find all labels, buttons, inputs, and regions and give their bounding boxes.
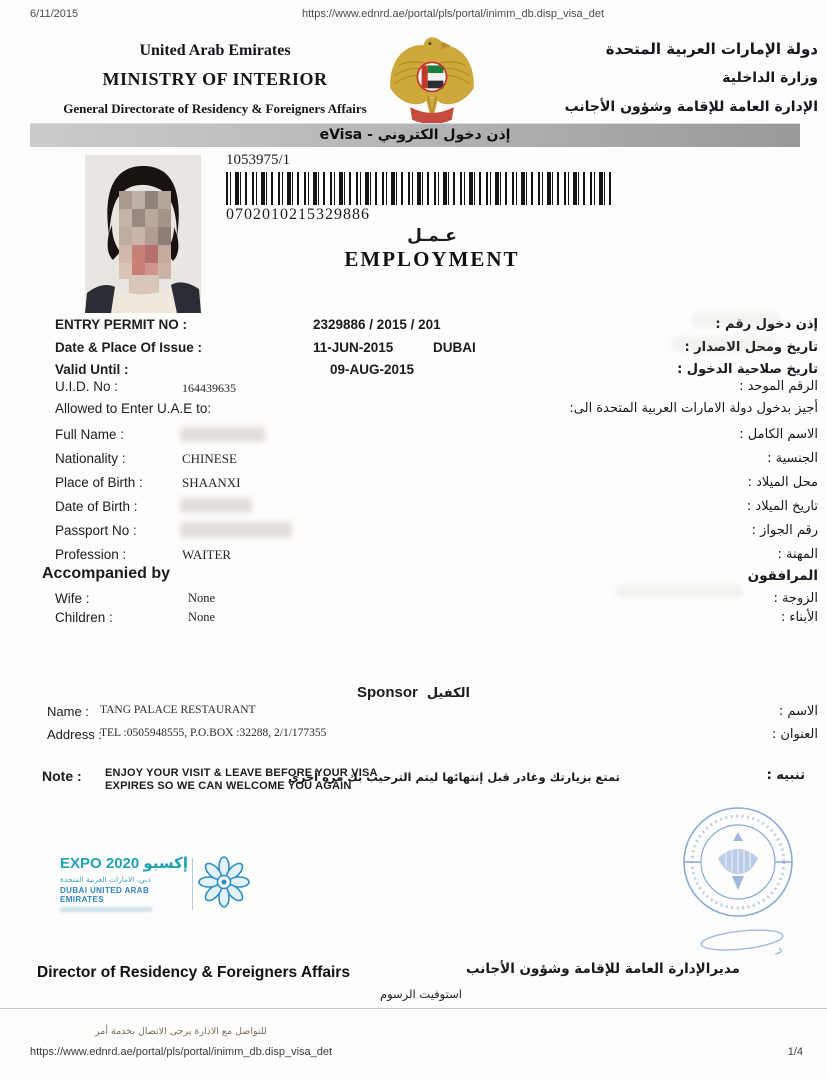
sponsor-label-en: Name : — [47, 704, 89, 719]
note-text-ar: تمتع بزيارتك وغادر قبل إنتهائها ليتم الترحيب بك مرة أخرى — [288, 770, 620, 784]
sponsor-row-name — [0, 704, 827, 723]
note-text-en-line1: ENJOY YOUR VISIT & LEAVE BEFORE YOUR VISA — [105, 767, 378, 779]
header-ministry-ar: وزارة الداخلية — [722, 70, 818, 86]
field-value-place: DUBAI — [433, 340, 476, 355]
field-label-en: Children : — [55, 610, 113, 625]
barcode-number: 0702010215329886 — [226, 206, 370, 223]
expo-line1-ar: إكسبو — [143, 854, 189, 872]
field-label-ar: رقم الجواز : — [751, 523, 818, 538]
field-value: 164439635 — [182, 381, 236, 395]
field-label-en: Date & Place Of Issue : — [55, 340, 203, 355]
sponsor-title-ar: الكفيل — [426, 686, 470, 701]
redacted-date-of-birth — [180, 498, 252, 513]
field-row-uid — [0, 379, 827, 398]
evisa-title-bar: إذن دخول الكتروني - eVisa — [30, 123, 800, 147]
redacted-passport-no — [180, 522, 292, 538]
field-value: 09-AUG-2015 — [330, 362, 415, 377]
director-title-ar: مديرالإدارة العامة للإقامة وشؤون الأجانب — [466, 961, 740, 977]
field-value: SHAANXI — [182, 475, 241, 490]
field-label-ar: تاريخ الميلاد : — [746, 499, 818, 514]
field-label-ar: أجيز بدخول دولة الامارات العربية المتحدة الى: — [569, 401, 818, 416]
header-ministry-en: MINISTRY OF INTERIOR — [102, 69, 328, 89]
field-label-en: Date of Birth : — [55, 499, 138, 514]
expo-rosette-icon — [198, 856, 250, 908]
expo-fine-print-blur — [60, 907, 152, 912]
accompanied-title-ar: المرافقون — [747, 568, 818, 584]
sponsor-title-en: Sponsor — [356, 684, 418, 701]
field-row-children — [0, 610, 827, 629]
note-label-ar: تنبيه : — [766, 768, 805, 783]
field-label-en: Place of Birth : — [55, 475, 143, 490]
field-label-en: U.I.D. No : — [55, 379, 119, 394]
sponsor-label-ar: الاسم : — [778, 704, 818, 719]
visa-type-english: EMPLOYMENT — [344, 247, 520, 271]
field-row-full-name — [0, 427, 827, 446]
print-url: https://www.ednrd.ae/portal/pls/portal/inimm_db.disp_visa_det — [302, 8, 605, 20]
field-label-ar: تاريخ ومحل الاصدار : — [684, 340, 818, 355]
field-label-ar: الاسم الكامل : — [739, 427, 818, 442]
field-value: None — [188, 591, 216, 605]
field-label-ar: إذن دخول رقم : — [715, 317, 818, 332]
field-value: 11-JUN-2015 — [313, 340, 394, 355]
contact-note-ar: للتواصل مع الادارة يرجى الاتصال بخدمة أمر — [95, 1026, 267, 1037]
field-label-ar: تاريخ صلاحية الدخول : — [677, 362, 818, 377]
footer-url: https://www.ednrd.ae/portal/pls/portal/inimm_db.disp_visa_det — [30, 1046, 333, 1058]
header-directorate-en: General Directorate of Residency & Foreigners Affairs — [63, 101, 367, 116]
fees-received-ar: استوفيت الرسوم — [380, 987, 462, 1001]
expo-line2-ar: دبي، الامارات العربية المتحدة — [60, 875, 151, 884]
scan-artifact — [692, 313, 780, 327]
uae-falcon-emblem-icon — [382, 34, 482, 126]
field-label-en: Allowed to Enter U.A.E to: — [55, 401, 212, 416]
file-number: 1053975/1 — [226, 152, 291, 168]
field-value: CHINESE — [182, 451, 237, 466]
field-row-profession — [0, 547, 827, 566]
field-row-passport — [0, 523, 827, 542]
field-label-en: Valid Until : — [55, 362, 129, 377]
photo-face-pixelated — [119, 191, 171, 279]
header-directorate-ar: الإدارة العامة للإقامة وشؤون الأجانب — [564, 99, 818, 115]
accompanied-title-en: Accompanied by — [42, 565, 171, 582]
field-label-ar: المهنة : — [777, 547, 818, 562]
director-title-en: Director of Residency & Foreigners Affairs — [37, 964, 350, 981]
expo-line1 — [60, 854, 188, 872]
field-row-place-of-birth — [0, 475, 827, 494]
redacted-full-name — [180, 427, 265, 442]
expo-logo-divider — [192, 858, 193, 910]
field-label-en: Profession : — [55, 547, 127, 562]
header-country-en: United Arab Emirates — [139, 42, 291, 59]
field-label-en: Full Name : — [55, 427, 125, 442]
field-row-wife — [0, 591, 827, 610]
field-label-en: ENTRY PERMIT NO : — [55, 317, 188, 332]
page-number: 1/4 — [787, 1046, 803, 1058]
official-stamp-icon — [678, 802, 798, 922]
barcode — [226, 172, 612, 205]
expo-line3-en: DUBAI UNITED ARAB EMIRATES — [60, 886, 150, 904]
expo-line1-en: EXPO 2020 — [60, 855, 140, 872]
field-value: WAITER — [182, 547, 232, 562]
sponsor-label-ar: العنوان : — [771, 727, 818, 742]
field-label-en: Passport No : — [55, 523, 137, 538]
field-label-en: Nationality : — [55, 451, 126, 466]
field-row-allowed — [0, 401, 827, 420]
field-value: 2329886 / 2015 / 201 — [313, 317, 441, 332]
sponsor-value: TEL :0505948555, P.O.BOX :32288, 2/1/177355 — [100, 727, 327, 739]
field-label-ar: الرقم الموحد : — [739, 379, 818, 394]
field-row-nationality — [0, 451, 827, 470]
sponsor-row-address — [0, 727, 827, 746]
note-text-en-line2: EXPIRES SO WE CAN WELCOME YOU AGAIN — [105, 780, 352, 792]
field-label-ar: الجنسية : — [767, 451, 818, 466]
field-label-ar: الزوجة : — [773, 591, 818, 606]
footer-divider — [0, 1008, 827, 1009]
print-date: 6/11/2015 — [30, 8, 79, 20]
note-label-en: Note : — [42, 768, 82, 784]
field-label-en: Wife : — [55, 591, 90, 606]
sponsor-label-en: Address : — [47, 727, 102, 742]
header-country-ar: دولة الإمارات العربية المتحدة — [605, 40, 818, 58]
visa-type-arabic: عـمـل — [407, 226, 457, 246]
field-value: None — [188, 610, 216, 624]
field-label-ar: محل الميلاد : — [747, 475, 818, 490]
applicant-photo — [85, 155, 201, 313]
scan-artifact — [672, 337, 776, 351]
section-accompanied-by — [0, 565, 827, 584]
sponsor-section-title — [0, 684, 827, 701]
signature-icon — [695, 922, 790, 962]
field-label-ar: الأبناء : — [780, 610, 818, 625]
expo2020-logo — [60, 854, 188, 912]
sponsor-value: TANG PALACE RESTAURANT — [100, 704, 256, 716]
field-row-date-of-birth — [0, 499, 827, 518]
